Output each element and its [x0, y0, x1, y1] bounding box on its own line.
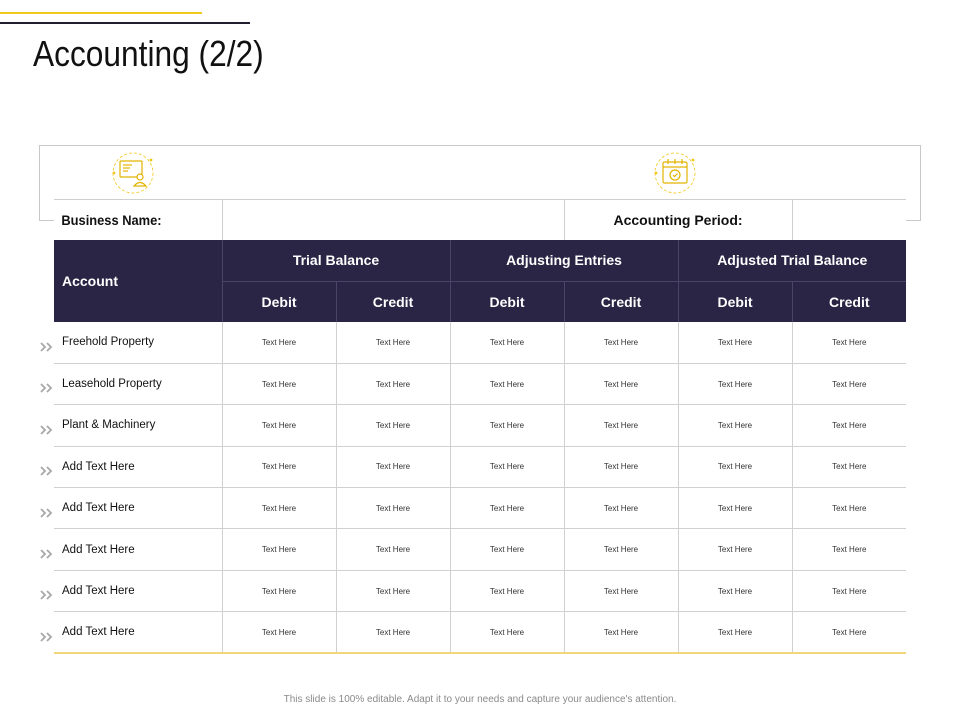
- value-cell[interactable]: Text Here: [564, 529, 678, 570]
- info-row: [54, 200, 906, 241]
- subheader-credit: Credit: [564, 281, 678, 322]
- value-cell[interactable]: Text Here: [678, 612, 792, 653]
- accounting-period-field[interactable]: [792, 200, 906, 241]
- double-chevron-icon: [40, 380, 54, 390]
- double-chevron-icon: [40, 339, 54, 349]
- value-cell[interactable]: Text Here: [222, 446, 336, 487]
- ledger-body: [54, 322, 906, 653]
- value-cell[interactable]: Text Here: [792, 612, 906, 653]
- value-cell[interactable]: Text Here: [222, 405, 336, 446]
- business-card-icon: [110, 150, 156, 196]
- value-cell[interactable]: Text Here: [678, 529, 792, 570]
- value-cell[interactable]: Text Here: [222, 363, 336, 404]
- value-cell[interactable]: Text Here: [564, 488, 678, 529]
- value-cell[interactable]: Text Here: [792, 363, 906, 404]
- value-cell[interactable]: Text Here: [450, 488, 564, 529]
- value-cell[interactable]: Text Here: [678, 570, 792, 611]
- account-name-cell[interactable]: Add Text Here: [54, 488, 222, 529]
- value-cell[interactable]: Text Here: [564, 405, 678, 446]
- table-row: [54, 322, 906, 363]
- table-row: [54, 446, 906, 487]
- double-chevron-icon: [40, 546, 54, 556]
- value-cell[interactable]: Text Here: [222, 570, 336, 611]
- table-row: [54, 529, 906, 570]
- decor-line-dark: [0, 22, 250, 24]
- value-cell[interactable]: Text Here: [450, 363, 564, 404]
- value-cell[interactable]: Text Here: [678, 363, 792, 404]
- value-cell[interactable]: Text Here: [336, 363, 450, 404]
- value-cell[interactable]: Text Here: [450, 322, 564, 363]
- value-cell[interactable]: Text Here: [336, 446, 450, 487]
- account-name-cell[interactable]: Freehold Property: [54, 322, 222, 363]
- value-cell[interactable]: Text Here: [792, 446, 906, 487]
- ledger-table: [54, 240, 906, 654]
- calendar-clock-icon: [652, 150, 698, 196]
- group-header-adjusting-entries: Adjusting Entries: [450, 240, 678, 281]
- double-chevron-icon: [40, 505, 54, 515]
- group-header-trial-balance: Trial Balance: [222, 240, 450, 281]
- value-cell[interactable]: Text Here: [450, 570, 564, 611]
- value-cell[interactable]: Text Here: [792, 570, 906, 611]
- value-cell[interactable]: Text Here: [450, 612, 564, 653]
- account-name-cell[interactable]: Add Text Here: [54, 570, 222, 611]
- value-cell[interactable]: Text Here: [678, 446, 792, 487]
- value-cell[interactable]: Text Here: [450, 529, 564, 570]
- value-cell[interactable]: Text Here: [792, 322, 906, 363]
- value-cell[interactable]: Text Here: [222, 529, 336, 570]
- value-cell[interactable]: Text Here: [564, 446, 678, 487]
- table-row: [54, 405, 906, 446]
- value-cell[interactable]: Text Here: [336, 322, 450, 363]
- double-chevron-icon: [40, 463, 54, 473]
- value-cell[interactable]: Text Here: [792, 488, 906, 529]
- value-cell[interactable]: Text Here: [336, 570, 450, 611]
- value-cell[interactable]: Text Here: [564, 322, 678, 363]
- double-chevron-icon: [40, 587, 54, 597]
- table-row: [54, 363, 906, 404]
- business-name-label: Business Name:: [54, 200, 209, 241]
- table-row: [54, 488, 906, 529]
- value-cell[interactable]: Text Here: [222, 612, 336, 653]
- account-name-cell[interactable]: Add Text Here: [54, 446, 222, 487]
- value-cell[interactable]: Text Here: [564, 363, 678, 404]
- value-cell[interactable]: Text Here: [792, 405, 906, 446]
- table-row: [54, 570, 906, 611]
- footer-note: This slide is 100% editable. Adapt it to your needs and capture your audience's attention.: [283, 694, 677, 705]
- slide-title: Accounting (2/2): [33, 33, 264, 74]
- value-cell[interactable]: Text Here: [792, 529, 906, 570]
- header-row-groups: [54, 240, 906, 281]
- table-row: [54, 612, 906, 653]
- value-cell[interactable]: Text Here: [336, 405, 450, 446]
- value-cell[interactable]: Text Here: [336, 529, 450, 570]
- value-cell[interactable]: Text Here: [678, 322, 792, 363]
- accounting-period-label: Accounting Period:: [564, 200, 792, 241]
- business-name-field[interactable]: [222, 200, 564, 241]
- decor-line-gold: [0, 12, 202, 14]
- value-cell[interactable]: Text Here: [222, 322, 336, 363]
- value-cell[interactable]: Text Here: [222, 488, 336, 529]
- group-header-adjusted-trial-balance: Adjusted Trial Balance: [678, 240, 906, 281]
- subheader-debit: Debit: [678, 281, 792, 322]
- subheader-credit: Credit: [336, 281, 450, 322]
- value-cell[interactable]: Text Here: [336, 488, 450, 529]
- account-name-cell[interactable]: Add Text Here: [54, 529, 222, 570]
- subheader-debit: Debit: [222, 281, 336, 322]
- value-cell[interactable]: Text Here: [336, 612, 450, 653]
- double-chevron-icon: [40, 422, 54, 432]
- value-cell[interactable]: Text Here: [678, 488, 792, 529]
- account-name-cell[interactable]: Leasehold Property: [54, 363, 222, 404]
- value-cell[interactable]: Text Here: [564, 612, 678, 653]
- double-chevron-icon: [40, 629, 54, 639]
- value-cell[interactable]: Text Here: [564, 570, 678, 611]
- value-cell[interactable]: Text Here: [678, 405, 792, 446]
- value-cell[interactable]: Text Here: [450, 405, 564, 446]
- subheader-debit: Debit: [450, 281, 564, 322]
- account-column-header: Account: [54, 240, 222, 322]
- account-name-cell[interactable]: Plant & Machinery: [54, 405, 222, 446]
- accounting-table: [54, 199, 906, 241]
- value-cell[interactable]: Text Here: [450, 446, 564, 487]
- account-name-cell[interactable]: Add Text Here: [54, 612, 222, 653]
- subheader-credit: Credit: [792, 281, 906, 322]
